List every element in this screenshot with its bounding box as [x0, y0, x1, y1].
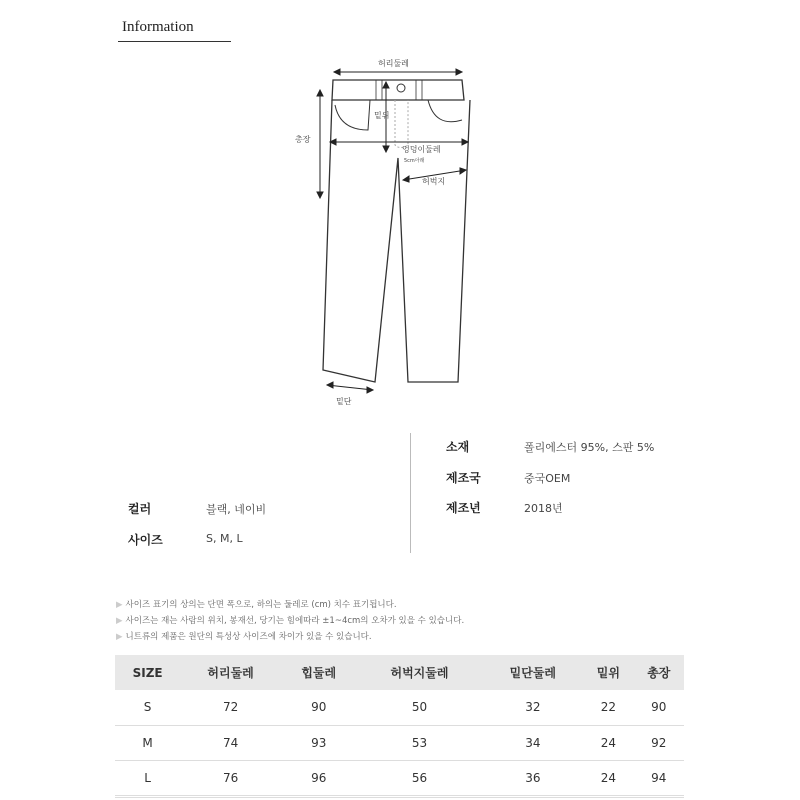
- table-cell: 24: [583, 725, 633, 760]
- table-cell: 22: [583, 690, 633, 725]
- spec-value-year: 2018년: [524, 502, 563, 515]
- col-header: 힙둘레: [281, 655, 357, 690]
- label-crotch-note: 5cm아래: [404, 158, 425, 164]
- title-underline: [118, 41, 231, 42]
- table-cell: 90: [281, 690, 357, 725]
- table-cell: L: [115, 760, 180, 795]
- label-hip: 엉덩이둘레: [402, 145, 441, 154]
- spec-value-material: 폴리에스터 95%, 스판 5%: [524, 441, 655, 454]
- table-cell: 90: [634, 690, 684, 725]
- table-cell: 32: [482, 690, 583, 725]
- table-header-row: [115, 655, 684, 690]
- spec-label-origin: 제조국: [446, 471, 481, 485]
- spec-label-material: 소재: [446, 440, 470, 454]
- table-cell: 24: [583, 760, 633, 795]
- table-cell: 96: [281, 760, 357, 795]
- table-cell: M: [115, 725, 180, 760]
- triangle-icon: ▶: [116, 632, 123, 642]
- note-item: ▶ 사이즈는 재는 사람의 위치, 봉재선, 당기는 힘에따라 ±1~4cm의 오차가 있을 수 있습니다.: [116, 616, 465, 626]
- spec-value-color: 블랙, 네이비: [206, 503, 267, 516]
- label-length: 총장: [295, 135, 311, 144]
- col-header: 허벅지둘레: [357, 655, 483, 690]
- col-header: 밑단둘레: [482, 655, 583, 690]
- spec-label-color: 컬러: [128, 502, 152, 516]
- label-waist: 허리둘레: [378, 59, 409, 68]
- table-cell: 94: [634, 760, 684, 795]
- table-cell: S: [115, 690, 180, 725]
- label-hem: 밑단: [336, 397, 352, 406]
- spec-divider: [410, 433, 411, 553]
- col-header: 총장: [634, 655, 684, 690]
- spec-label-year: 제조년: [446, 501, 481, 515]
- table-cell: 36: [482, 760, 583, 795]
- note-item: ▶ 사이즈 표기의 상의는 단면 폭으로, 하의는 둘레로 (cm) 치수 표기됩니다.: [116, 600, 397, 610]
- col-header: 허리둘레: [180, 655, 281, 690]
- table-cell: 92: [634, 725, 684, 760]
- size-table: [115, 655, 684, 796]
- table-row: [115, 760, 684, 795]
- table-cell: 74: [180, 725, 281, 760]
- label-thigh: 허벅지: [422, 177, 446, 186]
- table-cell: 34: [482, 725, 583, 760]
- table-row: [115, 725, 684, 760]
- col-header: SIZE: [115, 655, 180, 690]
- spec-value-size: S, M, L: [206, 532, 243, 545]
- label-rise: 밑위: [374, 111, 390, 120]
- col-header: 밑위: [583, 655, 633, 690]
- section-title: Information: [122, 19, 194, 35]
- table-cell: 93: [281, 725, 357, 760]
- table-cell: 56: [357, 760, 483, 795]
- table-cell: 76: [180, 760, 281, 795]
- spec-label-size: 사이즈: [128, 533, 163, 547]
- table-cell: 50: [357, 690, 483, 725]
- spec-value-origin: 중국OEM: [524, 472, 571, 485]
- table-cell: 53: [357, 725, 483, 760]
- bottom-divider: [115, 797, 684, 798]
- pants-size-diagram: [290, 50, 510, 410]
- note-item: ▶ 니트류의 제품은 원단의 특성상 사이즈에 차이가 있을 수 있습니다.: [116, 632, 372, 642]
- triangle-icon: ▶: [116, 600, 123, 610]
- table-cell: 72: [180, 690, 281, 725]
- triangle-icon: ▶: [116, 616, 123, 626]
- table-row: [115, 690, 684, 725]
